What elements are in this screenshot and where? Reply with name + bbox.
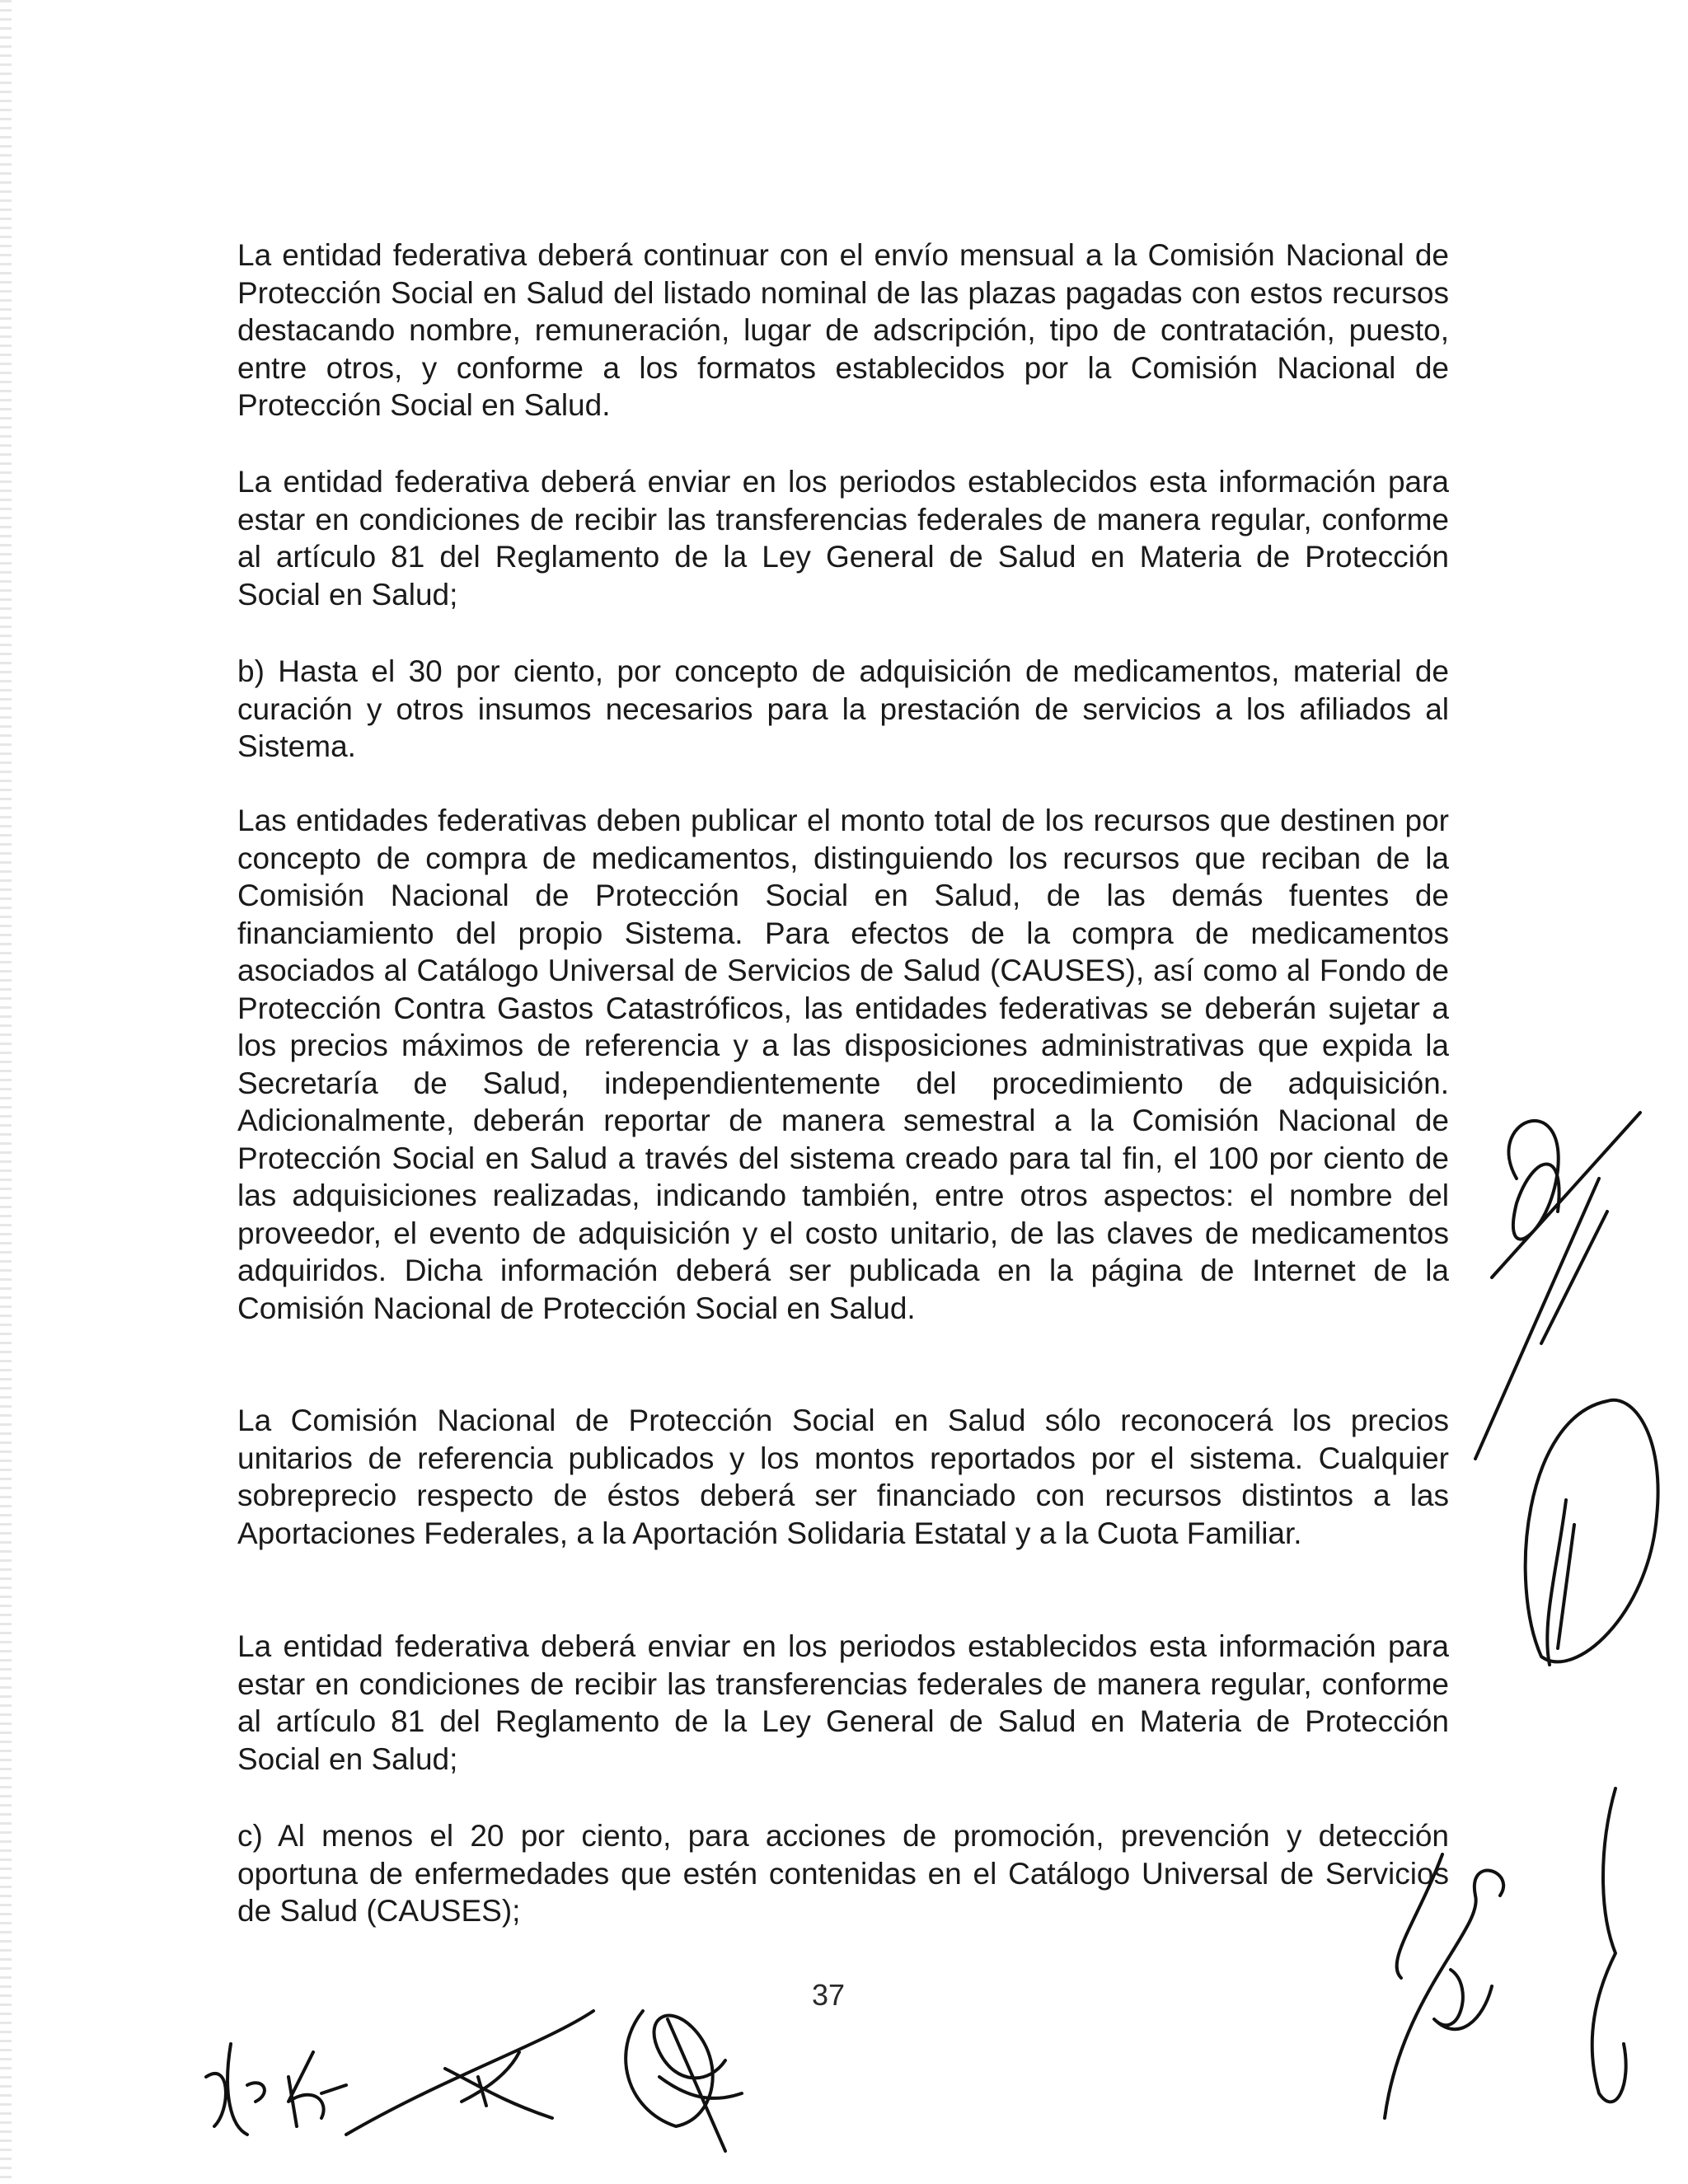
scan-edge-artifact: [0, 0, 12, 2184]
paragraph-2: La entidad federativa deberá enviar en los periodos establecidos esta información para estar en condiciones de recibir las transferencias federales de manera regular, conforme al artículo 81 del Reglamento de la Ley General de Salud en Materia de Protección Social en Salud;: [237, 465, 1449, 612]
paragraph-7: c) Al menos el 20 por ciento, para acciones de promoción, prevención y detección oportuna de enfermedades que estén contenidas en el Catálogo Universal de Servicios de Salud (CAUSES);: [237, 1819, 1449, 1928]
paragraph-5: La Comisión Nacional de Protección Social en Salud sólo reconocerá los precios unitarios de referencia publicados y los montos reportados por el sistema. Cualquier sobreprecio respecto de éstos deberá ser financiado con recursos distintos a las Aportaciones Federales, a la Aportación Solidaria Estatal y a la Cuota Familiar.: [237, 1404, 1449, 1550]
paragraph-6: La entidad federativa deberá enviar en los periodos establecidos esta información para estar en condiciones de recibir las transferencias federales de manera regular, conforme al artículo 81 del Reglamento de la Ley General de Salud en Materia de Protección Social en Salud;: [237, 1629, 1449, 1776]
paragraph-3: b) Hasta el 30 por ciento, por concepto de adquisición de medicamentos, material de curación y otros insumos necesarios para la prestación de servicios a los afiliados al Sistema.: [237, 654, 1449, 763]
paragraph-4: Las entidades federativas deben publicar el monto total de los recursos que destinen por concepto de compra de medicamentos, distinguiendo los recursos que reciban de la Comisión Nacional de Protección Social en Salud, de las demás fuentes de financiamiento del propio Sistema. Para efectos de la compra de medicamentos asociados al Catálogo Universal de Servicios de Salud (CAUSES), así como al Fondo de Protección Contra Gastos Catastróficos, las entidades federativas se deberán sujetar a los precios máximos de referencia y a las disposiciones administrativas que expida la Secretaría de Salud, independientemente del procedimiento de adquisición. Adicionalmente, deberán reportar de manera semestral a la Comisión Nacional de Protección Social en Salud a través del sistema creado para tal fin, el 100 por ciento de las adquisiciones realizadas, indicando también, entre otros aspectos: el nombre del proveedor, el evento de adquisición y el costo unitario, de las claves de medicamentos adquiridos. Dicha información deberá ser publicada en la página de Internet de la Comisión Nacional de Protección Social en Salud.: [237, 804, 1449, 1325]
bottom-signatures: [198, 1961, 799, 2159]
right-margin-signature-2: [1508, 1385, 1673, 1698]
right-margin-signature-1: [1467, 1071, 1681, 1467]
page-number: 37: [812, 1978, 846, 2012]
paragraph-1: La entidad federativa deberá continuar con el envío mensual a la Comisión Nacional de Protección Social en Salud del listado nominal de las plazas pagadas con estos recursos destacando nombre, remuneración, lugar de adscripción, tipo de contratación, puesto, entre otros, y conforme a los formatos establecidos por la Comisión Nacional de Protección Social en Salud.: [237, 238, 1449, 422]
